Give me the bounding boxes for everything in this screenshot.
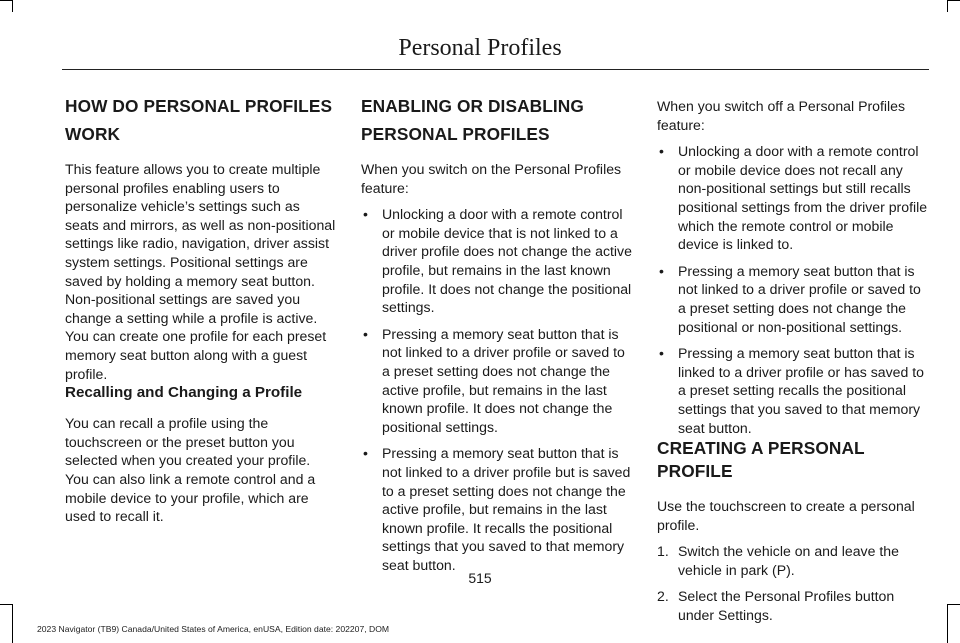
- header-divider: [62, 69, 929, 70]
- list-item: • Unlocking a door with a remote control or mobile device does not recall any non-positional settings but still recalls positional settings from the driver profile which the remote control or mobile device is linked to.: [657, 142, 929, 254]
- crop-mark: [12, 604, 13, 643]
- section-heading-how-profiles-work: [65, 95, 337, 146]
- subheading-recalling: Recalling and Changing a Profile: [65, 384, 303, 402]
- heading-line: HOW DO PERSONAL PROFILES: [65, 96, 333, 116]
- column-left: [65, 95, 337, 526]
- crop-mark: [947, 0, 948, 12]
- section-heading-enabling: [361, 95, 633, 146]
- heading-line: WORK: [65, 124, 121, 144]
- paragraph-intro: When you switch off a Personal Profiles feature:: [657, 98, 906, 133]
- list-item: • Pressing a memory seat button that is not linked to a driver profile or saved to a preset setting does not change the active profile, but remains in the last known profile. It does not change the positional settings.: [361, 325, 633, 437]
- step-text: Select the Personal Profiles button under Settings.: [678, 588, 895, 624]
- list-item: • Pressing a memory seat button that is not linked to a driver profile or saved to a preset setting does not change the positional or non-positional settings.: [657, 262, 929, 336]
- paragraph-recall: You can recall a profile using the touchscreen or the preset button you selected when you created your profile. You can also link a remote control and a mobile device to your profile, which are used to recall it.: [65, 415, 316, 525]
- bullet-list: [657, 142, 929, 437]
- crop-mark: [948, 0, 960, 1]
- paragraph-intro: This feature allows you to create multiple personal profiles enabling users to personalize vehicle’s settings such as seats and mirrors, as well as non-positional settings like radio, navigation, driver assist system settings. Positional settings are saved by holding a memory seat button. Non-positional settings are saved you change a setting while a profile is active. You can create one profile for each preset memory seat button along with a guest profile.: [65, 161, 336, 382]
- column-middle: [361, 95, 633, 574]
- section-heading-creating: CREATING A PERSONAL PROFILE: [657, 438, 865, 482]
- step-number: 1.: [657, 543, 669, 560]
- bullet-list: [361, 205, 633, 574]
- list-item: [657, 587, 929, 624]
- crop-mark: [948, 604, 960, 605]
- crop-mark: [947, 604, 948, 643]
- list-item: • Unlocking a door with a remote control or mobile device that is not linked to a driver profile does not change the active profile, but remains in the last known profile. It does not change the positional settings.: [361, 205, 633, 317]
- heading-line: PERSONAL PROFILES: [361, 124, 550, 144]
- step-text: Switch the vehicle on and leave the vehicle in park (P).: [678, 543, 899, 578]
- footer-edition-info: 2023 Navigator (TB9) Canada/United States of America, enUSA, Edition date: 202207, DOM: [37, 624, 390, 634]
- step-number: 2.: [657, 588, 669, 605]
- list-item: • Pressing a memory seat button that is not linked to a driver profile but is saved to a preset setting does not change the active profile, but remains in the last known profile. It recalls the positional settings that you saved to that memory seat button.: [361, 444, 633, 574]
- heading-line: ENABLING OR DISABLING: [361, 96, 584, 116]
- column-right: [657, 97, 929, 625]
- page-title: Personal Profiles: [398, 35, 562, 61]
- crop-mark: [0, 0, 12, 1]
- paragraph-create-intro: Use the touchscreen to create a personal profile.: [657, 498, 915, 533]
- crop-mark: [0, 604, 12, 605]
- page-number: 515: [468, 570, 492, 586]
- paragraph-intro: When you switch on the Personal Profiles feature:: [361, 161, 622, 196]
- list-item: • Pressing a memory seat button that is linked to a driver profile or has saved to a preset setting recalls the positional settings that you saved to that memory seat button.: [657, 344, 929, 437]
- crop-mark: [12, 0, 13, 12]
